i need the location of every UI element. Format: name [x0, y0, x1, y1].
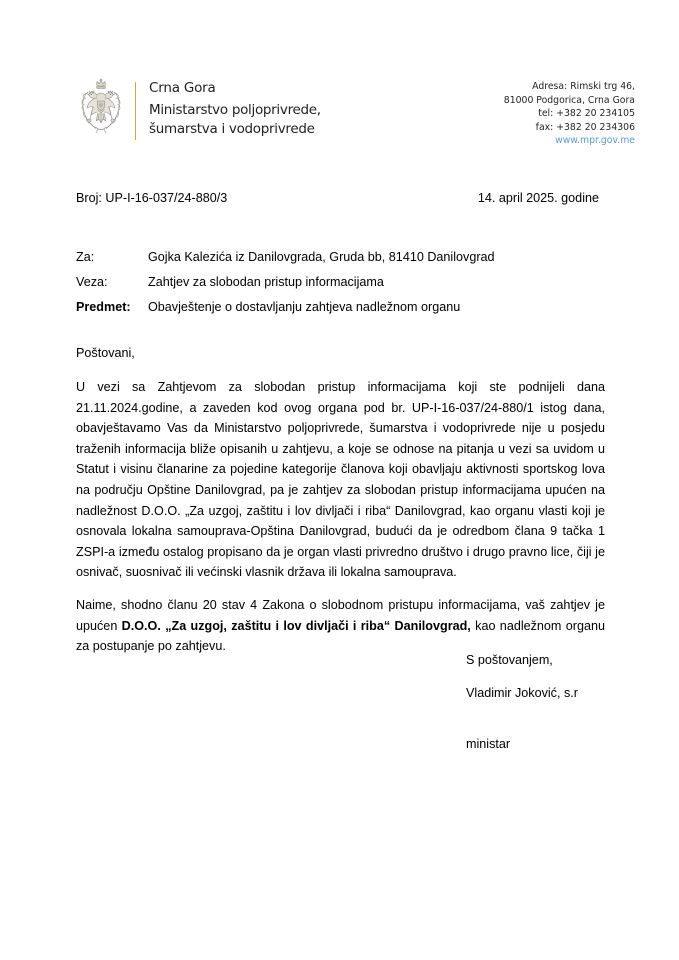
salutation: Poštovani,: [76, 346, 135, 360]
signature-closing: S poštovanjem,: [466, 653, 553, 667]
letterhead-divider: [135, 82, 136, 140]
paragraph-2-text-before-bold: Naime, shodno članu 20 stav 4 Zakona o slobodnom pristupu informacijama, vaš zahtjev je upućen: [76, 597, 605, 633]
field-row-subject: [76, 295, 605, 320]
ministry-name: [149, 101, 321, 139]
recipient-label: Za:: [76, 250, 95, 264]
signatory-name: Vladimir Joković, s.r: [466, 686, 578, 700]
letter-body: [76, 345, 605, 657]
signatory-title: ministar: [466, 737, 511, 751]
contact-block: [504, 78, 635, 148]
ministry-name-line-2: šumarstva i vodoprivrede: [149, 121, 315, 137]
letterhead: [76, 78, 635, 148]
subject-value: Obavještenje o dostavljanju zahtjeva nadležnom organu: [148, 300, 461, 314]
signature-block: [466, 652, 578, 753]
body-paragraph-2: [76, 595, 605, 657]
paragraph-2-text-after-bold: kao nadležnom organu za postupanje po zahtjevu.: [76, 618, 605, 654]
contact-telephone: tel: +382 20 234105: [538, 108, 635, 120]
body-paragraph-1: U vezi sa Zahtjevom za slobodan pristup informacijama koji ste podnijeli dana 21.11.2024.godine, a zaveden kod ovog organa pod br. UP-I-16-037/24-880/1 istog dana, obavještavamo Vas da Ministarstvo poljoprivrede, šumarstva i vodoprivrede nije u posjedu traženih informacija bliže opisanih u zahtjevu, a koje se odnose na pitanja u vezi sa uvidom u Statut i visinu članarine za pojedine kategorije članova koji obavljaju aktivnosti sportskog lova na području Opštine Danilovgrad, pa je zahtjev za slobodan pristup informacijama upućen na nadležnost D.O.O. „Za uzgoj, zaštitu i lov divljači i riba“ Danilovgrad, kao organu vlasti koji je osnovala lokalna samouprava-Opština Danilovgrad, budući da je odredbom člana 9 tačka 1 ZSPI-a između ostalog propisano da je organ vlasti privredno društvo i drugo pravno lice, čiji je osnivač, suosnivač ili većinski vlasnik država ili lokalna samouprava.: [76, 380, 605, 580]
field-row-recipient: [76, 245, 605, 270]
document-date: 14. april 2025. godine: [477, 191, 599, 205]
reference-line: [76, 190, 605, 207]
ministry-name-block: [149, 78, 321, 139]
recipient-value: Gojka Kalezića iz Danilovgrada, Gruda bb, 81410 Danilovgrad: [148, 250, 495, 264]
field-row-reference: [76, 270, 605, 295]
country-name: Crna Gora: [149, 80, 216, 96]
ministry-branding: [76, 78, 321, 140]
reference-label: Veza:: [76, 275, 108, 289]
paragraph-2-bold-entity: D.O.O. „Za uzgoj, zaštitu i lov divljači i riba“ Danilovgrad,: [121, 618, 471, 633]
reference-number: Broj: UP-I-16-037/24-880/3: [76, 191, 228, 205]
contact-website-link[interactable]: www.mpr.gov.me: [555, 135, 635, 147]
ministry-name-line-1: Ministarstvo poljoprivrede,: [149, 102, 321, 118]
subject-label: Predmet:: [76, 300, 131, 314]
contact-address-line-1: Adresa: Rimski trg 46,: [532, 81, 635, 92]
contact-address-line-2: 81000 Podgorica, Crna Gora: [503, 94, 635, 106]
addressing-block: [76, 245, 605, 320]
montenegro-coat-of-arms-icon: [76, 78, 126, 140]
contact-fax: fax: +382 20 234306: [535, 121, 635, 133]
reference-value: Zahtjev za slobodan pristup informacijama: [148, 275, 384, 289]
